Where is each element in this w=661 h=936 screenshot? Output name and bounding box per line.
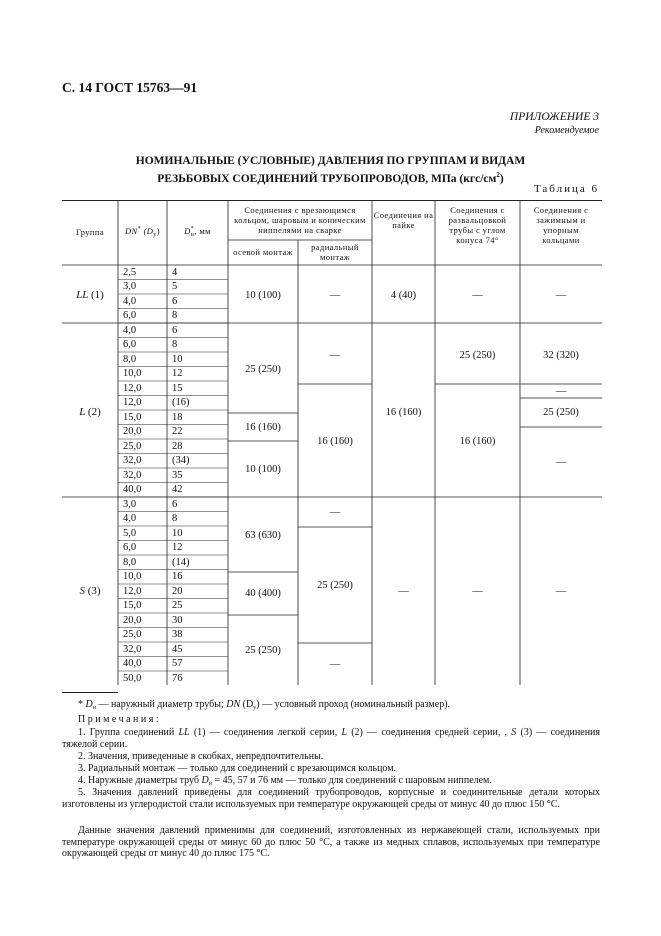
cell-dn: 15,0 <box>123 411 142 423</box>
value-s-clamp: — <box>555 586 567 597</box>
cell-dn: 40,0 <box>123 658 142 670</box>
cell-dh: 57 <box>172 658 183 670</box>
cell-dh: 4 <box>172 266 178 278</box>
cell-dn: 15,0 <box>123 600 142 612</box>
cell-dn: 25,0 <box>123 440 142 452</box>
value-ll-soldered: 4 (40) <box>390 290 417 301</box>
value-l-axial-2: 16 (160) <box>245 421 281 433</box>
cell-dh: 76 <box>172 672 183 684</box>
cell-dn: 8,0 <box>123 556 137 568</box>
appendix-label <box>510 111 599 137</box>
value-ll-clamp: — <box>555 290 567 301</box>
cell-dh: (34) <box>172 455 190 467</box>
cell-dn: 20,0 <box>123 614 142 626</box>
cell-dn: 20,0 <box>123 426 142 438</box>
cell-dh: (16) <box>172 397 190 409</box>
cell-dh: 8 <box>172 513 178 525</box>
footnote: * $D_н$ — наружный диаметр трубы; DN $(D_у)$ — условный проход (номинальный размер). <box>78 699 451 711</box>
cell-dn: 10,0 <box>123 571 142 583</box>
cell-dh: 16 <box>172 571 183 583</box>
header-dn: DN* $(D_y)$ <box>125 226 160 238</box>
cell-dn: 25,0 <box>123 629 142 641</box>
cell-dh: 42 <box>172 484 183 496</box>
group-ll: LL (1) <box>76 289 104 301</box>
cell-dn: 3,0 <box>123 498 137 510</box>
pressure-table <box>62 200 602 685</box>
value-l-clamp-4: — <box>555 457 567 468</box>
cell-dh: 5 <box>172 281 178 293</box>
header-bite-ring: Соединения с врезающимся кольцом, шаровым и коническим ниппелями на сварке <box>234 205 366 235</box>
value-s-radial-2: 25 (250) <box>317 579 353 591</box>
cell-dh: 10 <box>172 353 183 365</box>
table-number: Таблица 6 <box>533 183 599 195</box>
appendix-title: ПРИЛОЖЕНИЕ 3 <box>509 111 599 123</box>
value-ll-flared: — <box>472 290 483 301</box>
cell-dn: 40,0 <box>123 484 142 496</box>
cell-dn: 6,0 <box>123 339 137 351</box>
cell-dn: 50,0 <box>123 672 142 684</box>
header-radial: радиальный монтаж <box>311 242 359 262</box>
value-s-axial-3: 25 (250) <box>245 644 281 656</box>
cell-dh: 6 <box>172 498 178 510</box>
cell-dn: 5,0 <box>123 527 137 539</box>
cell-dh: 45 <box>172 643 183 655</box>
value-l-clamp-3: 25 (250) <box>543 407 579 418</box>
header-group: Группа <box>75 227 105 237</box>
cell-dn: 6,0 <box>123 542 137 554</box>
cell-dh: 6 <box>172 295 178 307</box>
cell-dn: 12,0 <box>123 382 142 394</box>
value-l-soldered: 16 (160) <box>385 406 422 418</box>
value-s-radial-1: — <box>329 507 341 518</box>
header-clamp-ring: Соединения с зажимным и упорным кольцами <box>533 205 589 245</box>
value-s-soldered: — <box>398 586 409 597</box>
table-title <box>60 154 601 186</box>
cell-dh: 8 <box>172 310 178 322</box>
cell-dn: 32,0 <box>123 455 142 467</box>
note-2: 2. Значения, приведенные в скобках, непредпочтительны. <box>78 751 324 762</box>
cell-dh: 25 <box>172 600 183 612</box>
cell-dn: 8,0 <box>123 353 137 365</box>
header-dh: D* н, мм <box>184 225 211 239</box>
group-l: L (2) <box>79 405 101 418</box>
cell-dn: 32,0 <box>123 643 142 655</box>
cell-dn: 2,5 <box>123 266 137 278</box>
value-l-axial-3: 10 (100) <box>245 464 281 475</box>
note-paragraph: Данные значения давлений применимы для соединений, изготовленных из нержавеющей стали, используемых при температуре окружающей среды от минус 60 до плюс 50 °С, а также из медных сплавов, используемых при температуре окружающей среды от минус 40 до плюс 175 °С. <box>62 825 600 860</box>
value-ll-axial: 10 (100) <box>245 290 281 301</box>
cell-dh: 38 <box>172 629 183 641</box>
value-l-clamp-1: 32 (320) <box>543 349 579 361</box>
value-s-axial-1: 63 (630) <box>245 529 281 541</box>
cell-dn: 12,0 <box>123 585 142 597</box>
value-l-flared-1: 25 (250) <box>459 349 496 361</box>
value-l-clamp-2: — <box>555 385 567 397</box>
cell-dh: 35 <box>172 469 183 481</box>
value-l-radial-2: 16 (160) <box>317 435 353 447</box>
cell-dn: 12,0 <box>123 397 142 409</box>
header-axial: осевой монтаж <box>233 247 293 257</box>
note-1: 1. Группа соединений LL (1) — соединения легкой серии, L (2) — соединения средней серии, , S (3) — соединения тяжелой серии. <box>62 727 601 750</box>
cell-dh: 22 <box>172 426 183 438</box>
cell-dn: 4,0 <box>123 295 137 307</box>
cell-dn: 6,0 <box>123 310 137 322</box>
cell-dh: (14) <box>172 556 190 568</box>
cell-dh: 20 <box>172 585 183 597</box>
value-l-radial-1: — <box>329 349 341 361</box>
cell-dn: 4,0 <box>123 324 137 336</box>
cell-dh: 30 <box>172 614 183 626</box>
group-s: S (3) <box>79 585 101 597</box>
value-l-flared-2: 16 (160) <box>459 435 496 447</box>
cell-dh: 12 <box>172 368 183 380</box>
cell-dh: 6 <box>172 324 178 336</box>
cell-dn: 10,0 <box>123 368 142 380</box>
header-flared: Соединения с развальцовкой трубы с углом конуса 74° <box>448 205 507 245</box>
value-s-radial-3: — <box>329 658 341 670</box>
cell-dn: 32,0 <box>123 469 142 481</box>
cell-dh: 15 <box>172 382 183 394</box>
notes-heading: Примечания: <box>78 714 162 725</box>
cell-dh: 18 <box>172 411 183 423</box>
cell-dn: 3,0 <box>123 281 137 293</box>
appendix-subtitle: Рекомендуемое <box>534 125 599 136</box>
footnote-divider <box>62 692 118 693</box>
value-l-axial-1: 25 (250) <box>245 364 281 375</box>
value-s-axial-2: 40 (400) <box>245 588 281 599</box>
note-3: 3. Радиальный монтаж — только для соединений с врезающимся кольцом. <box>78 763 397 774</box>
value-s-flared: — <box>472 586 483 597</box>
note-4: 4. Наружные диаметры труб $D_н = 45$, 57 и 76 мм — только для соединений с шаровым ниппелем. <box>78 775 492 787</box>
table-title-line1: НОМИНАЛЬНЫЕ (УСЛОВНЫЕ) ДАВЛЕНИЯ ПО ГРУППАМ И ВИДАМ <box>135 155 526 167</box>
cell-dh: 8 <box>172 339 178 351</box>
cell-dh: 28 <box>172 440 183 452</box>
page-header: С. 14 ГОСТ 15763—91 <box>62 80 198 95</box>
cell-dh: 12 <box>172 542 183 554</box>
cell-dh: 10 <box>172 527 183 539</box>
note-5: 5. Значения давлений приведены для соединений трубопроводов, корпусные и соединительные детали которых изготовлены из углеродистой стали используемых при температуре окружающей среды от минус 40 до плюс 150 °С. <box>62 787 600 810</box>
value-ll-radial: — <box>329 290 341 301</box>
header-soldered: Соединения на пайке <box>373 210 434 230</box>
table-title-line2: РЕЗЬБОВЫХ СОЕДИНЕНИЙ ТРУБОПРОВОДОВ, МПа $(кгс/см^2)$ <box>157 171 504 185</box>
cell-dn: 4,0 <box>123 513 137 525</box>
